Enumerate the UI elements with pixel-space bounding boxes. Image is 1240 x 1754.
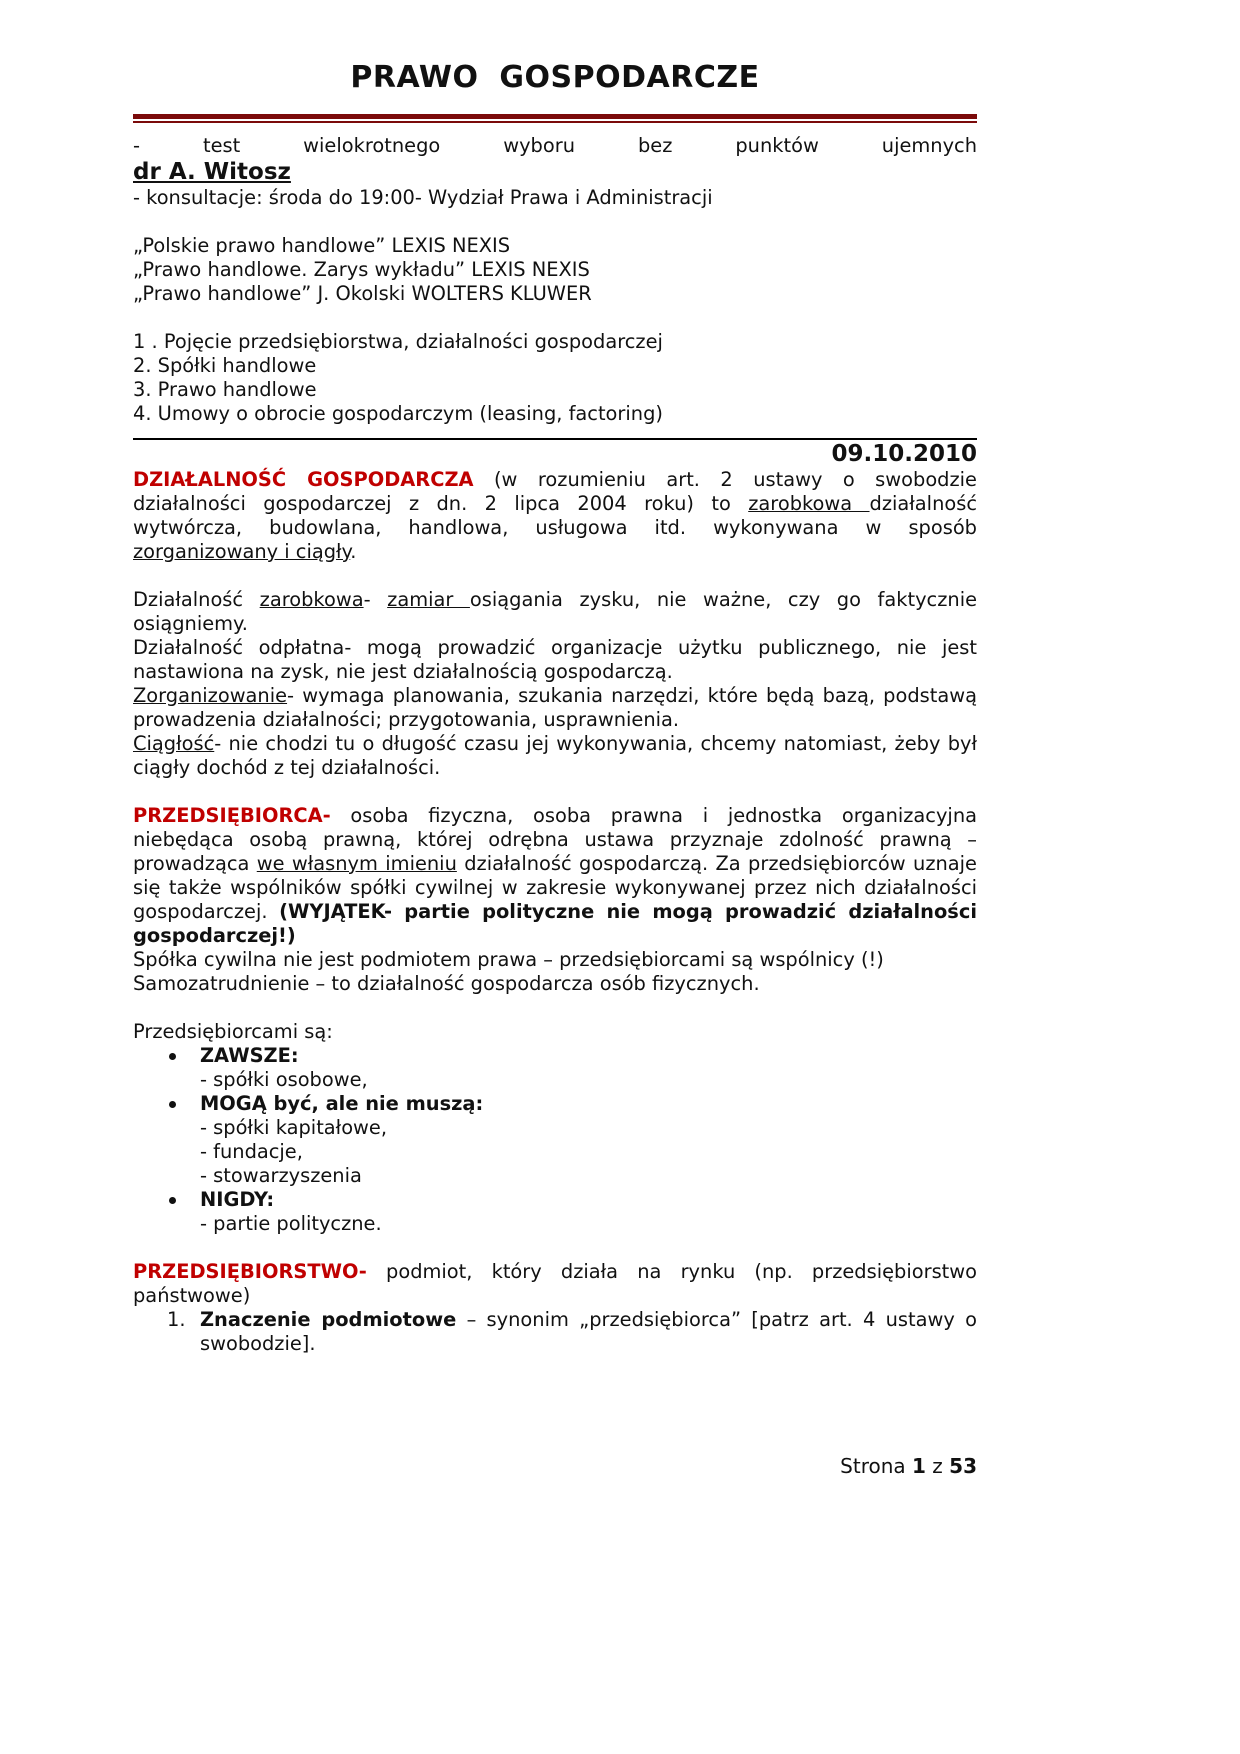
header-rule-thin <box>133 121 977 123</box>
topic: 4. Umowy o obrocie gospodarczym (leasing, factoring) <box>133 402 663 425</box>
definition-ciaglosc: Ciągłość- nie chodzi tu o długość czasu jej wykonywania, chcemy natomiast, żeby był ciągły dochód z tej działalności. <box>133 732 977 779</box>
document-body <box>133 134 977 1356</box>
page-title: PRAWO GOSPODARCZE <box>350 60 760 95</box>
definition-przedsiebiorstwo: PRZEDSIĘBIORSTWO- podmiot, który działa na rynku (np. przedsiębiorstwo państwowe) <box>133 1260 977 1307</box>
definition-przedsiebiorca: PRZEDSIĘBIORCA- osoba fizyczna, osoba prawna i jednostka organizacyjna niebędąca osobą prawną, której odrębna ustawa przyznaje zdolność prawną – prowadząca we własnym imieniu działalność gospodarczą. Za przedsiębiorców uznaje się także wspólników spółki cywilnej w zakresie wykonywanej przez nich działalności gospodarczej. (WYJĄTEK- partie polityczne nie mogą prowadzić działalności gospodarczej!) <box>133 804 977 947</box>
note: Samozatrudnienie – to działalność gospodarcza osób fizycznych. <box>133 972 760 995</box>
definition-dzialalnosc: DZIAŁALNOŚĆ GOSPODARCZA (w rozumieniu art. 2 ustawy o swobodzie działalności gospodarczej z dn. 2 lipca 2004 roku) to zarobkowa działalność wytwórcza, budowlana, handlowa, usługowa itd. wykonywana w sposób zorganizowany i ciągły. <box>133 468 977 563</box>
bullet-icon <box>169 1197 176 1204</box>
test-line: - test wielokrotnego wyboru bez punktów ujemnych <box>133 134 977 157</box>
topic: 3. Prawo handlowe <box>133 378 317 401</box>
meaning-list <box>133 1308 977 1356</box>
book: „Prawo handlowe” J. Okolski WOLTERS KLUWER <box>133 282 592 305</box>
list-item: NIGDY: - partie polityczne. <box>133 1188 977 1236</box>
list-intro: Przedsiębiorcami są: <box>133 1020 333 1043</box>
sub-item: - fundacje, <box>200 1140 303 1163</box>
author: dr A. Witosz <box>133 159 291 185</box>
entrepreneur-list <box>133 1044 977 1236</box>
bullet-icon <box>169 1053 176 1060</box>
list-item: MOGĄ być, ale nie muszą: - spółki kapitałowe, - fundacje, - stowarzyszenia <box>133 1092 977 1188</box>
header-rule <box>133 114 977 119</box>
book: „Polskie prawo handlowe” LEXIS NEXIS <box>133 234 511 257</box>
note: Spółka cywilna nie jest podmiotem prawa – przedsiębiorcami są wspólnicy (!) <box>133 948 884 971</box>
bullet-icon <box>169 1101 176 1108</box>
list-item: 1. Znaczenie podmiotowe – synonim „przedsiębiorca” [patrz art. 4 ustawy o swobodzie]. <box>167 1308 977 1355</box>
definition-zorganizowanie: Zorganizowanie- wymaga planowania, szukania narzędzi, które będą bazą, podstawą prowadzenia działalności; przygotowania, usprawnienia. <box>133 684 977 731</box>
list-item: ZAWSZE: - spółki osobowe, <box>133 1044 977 1092</box>
page-number: Strona 1 z 53 <box>840 1454 977 1478</box>
sub-item: - partie polityczne. <box>200 1212 382 1235</box>
definition-odplatna: Działalność odpłatna- mogą prowadzić organizacje użytku publicznego, nie jest nastawiona na zysk, nie jest działalnością gospodarczą. <box>133 636 977 683</box>
consultation: - konsultacje: środa do 19:00- Wydział Prawa i Administracji <box>133 186 713 209</box>
sub-item: - spółki osobowe, <box>200 1068 368 1091</box>
sub-item: - stowarzyszenia <box>200 1164 362 1187</box>
sub-item: - spółki kapitałowe, <box>200 1116 388 1139</box>
lecture-date: 09.10.2010 <box>831 441 977 467</box>
book: „Prawo handlowe. Zarys wykładu” LEXIS NEXIS <box>133 258 590 281</box>
definition-zarobkowa: Działalność zarobkowa- zamiar osiągania zysku, nie ważne, czy go faktycznie osiągniemy. <box>133 588 978 635</box>
topic: 1 . Pojęcie przedsiębiorstwa, działalności gospodarczej <box>133 330 663 353</box>
topic: 2. Spółki handlowe <box>133 354 317 377</box>
